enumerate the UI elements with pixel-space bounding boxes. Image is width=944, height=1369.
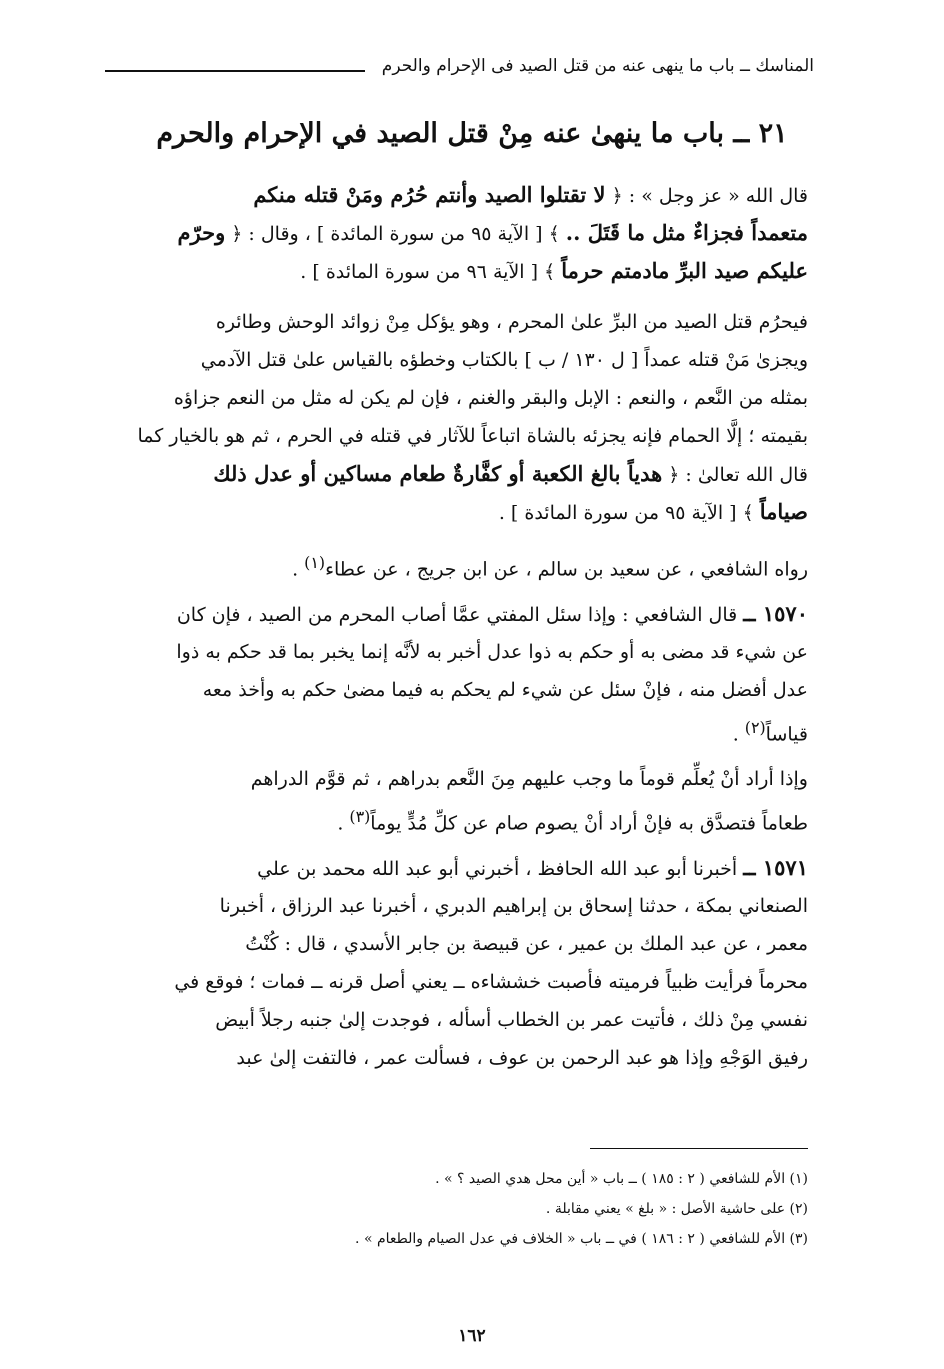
text-line: وإذا أراد أنْ يُعلِّم قوماً ما وجب عليهم مِنَ النَّعم بدراهم ، ثم قوَّم الدراهم [250,768,808,790]
paragraph-gap [108,836,808,849]
text-line: رواه الشافعي ، عن سعيد بن سالم ، عن ابن جريج ، عن عطاء$^{(١)}$ . [292,553,808,581]
header-rule [105,70,365,72]
chapter-title: ٢١ ــ باب ما ينهىٰ عنه مِنْ قتل الصيد في الإحرام والحرم [156,118,788,149]
text-line: طعاماً فتصدَّق به فإنْ أراد أنْ يصوم صام عن كلِّ مُدٍّ يوماً$^{(٣)}$ . [337,807,808,835]
text-line: ويجزىٰ مَنْ قتله عمداً [ ل ١٣٠ / ب ] بالكتاب وخطؤه بالقياس علىٰ قتل الآدمي [200,349,808,371]
footnote-3: (٣) الأم للشافعي ( ٢ : ١٨٦ ) في ــ باب « الخلاف في عدل الصيام والطعام » . [355,1231,808,1247]
text-line: فيحرُم قتل الصيد من البرِّ علىٰ المحرم ، وهو يؤكل مِنْ زوائد الوحش وطائره [215,311,808,333]
paragraph-gap [108,747,808,760]
text-line: قال الله « عز وجل » : ﴿ لا تقتلوا الصيد وأنتم حُرُم ومَنْ قتله منكم [253,182,808,207]
text-line: قياساً$^{(٢)}$ . [732,718,808,746]
text-line: بقيمته ؛ إلَّا الحمام فإنه يجزئه بالشاة اتباعاً للآثار في قتله في الحرم ، ثم هو بالخيار كما [137,425,808,447]
text-line: متعمداً فجزاءٌ مثل ما قَتَلَ .. ﴾ [ الآية ٩٥ من سورة المائدة ] ، وقال : ﴿ وحرّم [177,220,808,245]
footnote-1: (١) الأم للشافعي ( ٢ : ١٨٥ ) ــ باب « أين محل هدي الصيد ؟ » . [435,1171,808,1187]
paragraph-gap [108,582,808,595]
paragraph-gap [108,290,808,303]
text-line: الصنعاني بمكة ، حدثنا إسحاق بن إبراهيم الدبري ، أخبرنا عبد الرزاق ، أخبرنا [219,895,808,917]
text-line: قال الله تعالىٰ : ﴿ هدياً بالغ الكعبة أو كفَّارةٌ طعام مساكين أو عدل ذلك [213,461,808,486]
text-line: رفيق الوَجْهِ وإذا هو عبد الرحمن بن عوف ، فسألت عمر ، فالتفت إلىٰ عبد [236,1047,808,1069]
footnote-rule [590,1148,808,1149]
text-line: بمثله من النَّعم ، والنعم : الإبل والبقر والغنم ، فإن لم يكن له مثل من النعم جزاؤه [173,387,808,409]
text-line: عليكم صيد البرِّ مادمتم حرماً ﴾ [ الآية ٩٦ من سورة المائدة ] . [300,258,808,283]
footnote-2: (٢) على حاشية الأصل : « بلغ » يعني مقابلة . [545,1201,808,1217]
page-number: ١٦٢ [458,1326,486,1346]
footnotes [108,1164,808,1254]
running-header: المناسك ــ باب ما ينهى عنه من قتل الصيد فى الإحرام والحرم [381,56,814,76]
text-line: عن شيء قد مضى به أو حكم به ذوا عدل أخبر به لأنَّه إنما يخبر بما قد حكم به ذوا [176,641,808,663]
text-line: صياماً ﴾ [ الآية ٩٥ من سورة المائدة ] . [498,499,808,524]
text-line: نفسي مِنْ ذلك ، فأتيت عمر بن الخطاب أسأله ، فوجدت إلىٰ جنبه رجلاً أبيض [215,1009,808,1031]
text-line: ١٥٧١ ــ أخبرنا أبو عبد الله الحافظ ، أخبرني أبو عبد الله محمد بن علي [257,855,808,880]
body-text [108,176,808,1077]
text-line: محرماً فرأيت ظبياً فرميته فأصبت خششاءه ــ يعني أصل قرنه ــ فمات ؛ فوقع في [174,971,808,993]
paragraph-gap [108,531,808,544]
text-line: ١٥٧٠ ــ قال الشافعي : وإذا سئل المفتي عمَّا أصاب المحرم من الصيد ، فإن كان [176,601,808,626]
text-line: عدل أفضل منه ، فإنْ سئل عن شيء لم يحكم به فيما مضىٰ حكم به وأخذ معه [202,679,808,701]
text-line: معمر ، عن عبد الملك بن عمير ، عن قبيصة بن جابر الأسدي ، قال : كُنْتُ [245,933,808,955]
